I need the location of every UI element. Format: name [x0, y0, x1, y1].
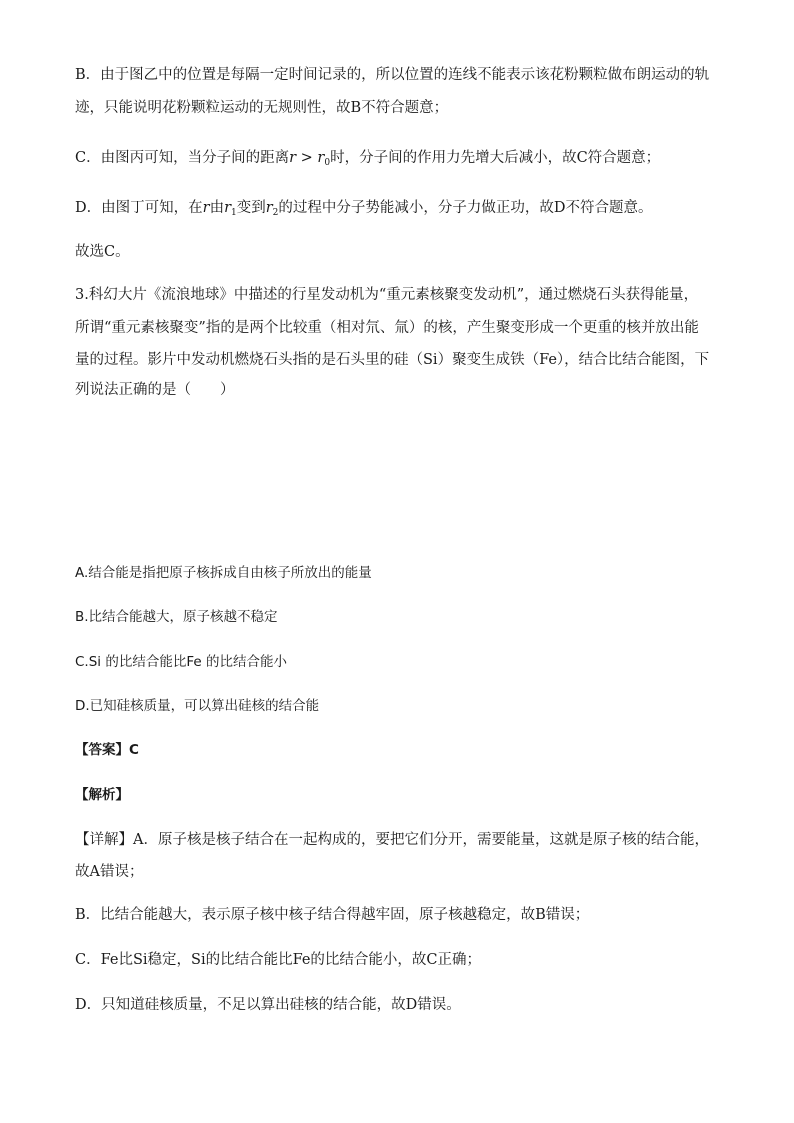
solution-c-prefix: C．由图丙可知，当分子间的距离 [75, 150, 290, 166]
question-3-line-3: 量的过程。影片中发动机燃烧石头指的是石头里的硅（Si）聚变生成铁（Fe），结合比结合能图，下 [75, 352, 710, 368]
solution-d-mid2: 变到 [236, 200, 266, 216]
analysis-detail-line-2: 故A错误； [75, 864, 144, 880]
option-b: B.比结合能越大，原子核越不稳定 [75, 609, 278, 625]
analysis-label: 【解析】 [75, 787, 129, 803]
solution-b-line-2: 迹，只能说明花粉颗粒运动的无规则性，故B不符合题意； [75, 100, 449, 116]
math-gt: > [296, 150, 318, 166]
math-r0: r [317, 150, 325, 166]
solution-d-line [75, 198, 725, 223]
solution-conclusion: 故选C。 [75, 244, 130, 260]
option-d: D.已知硅核质量，可以算出硅核的结合能 [75, 698, 320, 714]
answer-label: 【答案】C [75, 742, 139, 758]
math-r2-sub: 2 [272, 208, 279, 218]
solution-d-prefix: D．由图丁可知，在 [75, 200, 203, 216]
option-c: C.Si 的比结合能比Fe 的比结合能小 [75, 654, 287, 670]
solution-b-line-1: B．由于图乙中的位置是每隔一定时间记录的，所以位置的连线不能表示该花粉颗粒做布朗运动的轨 [75, 67, 710, 83]
figure-placeholder [75, 425, 725, 555]
math-r: r [289, 150, 297, 166]
analysis-detail-line-1: 【详解】A．原子核是核子结合在一起构成的，要把它们分开，需要能量，这就是原子核的结合能， [75, 832, 709, 848]
question-3-line-1: 3.科幻大片《流浪地球》中描述的行星发动机为“重元素核聚变发动机”，通过燃烧石头获得能量， [75, 287, 699, 303]
analysis-b: B．比结合能越大，表示原子核中核子结合得越牢固，原子核越稳定，故B错误； [75, 907, 590, 923]
analysis-c: C．Fe比Si稳定，Si的比结合能比Fe的比结合能小，故C正确； [75, 952, 482, 968]
analysis-d: D．只知道硅核质量，不足以算出硅核的结合能，故D错误。 [75, 997, 461, 1013]
solution-c-line [75, 148, 725, 173]
math-r1: r [224, 200, 231, 216]
math-r2: r [265, 200, 273, 216]
solution-d-suffix: 的过程中分子势能减小，分子力做正功，故D不符合题意。 [278, 200, 653, 216]
solution-d-mid1: 由 [209, 200, 225, 216]
question-3-line-4: 列说法正确的是（ ） [75, 382, 235, 398]
option-a: A.结合能是指把原子核拆成自由核子所放出的能量 [75, 565, 372, 581]
solution-c-suffix: 时，分子间的作用力先增大后减小，故C符合题意； [330, 150, 661, 166]
math-r0-sub: 0 [324, 158, 331, 168]
question-3-line-2: 所谓“重元素核聚变”指的是两个比较重（相对氘、氚）的核，产生聚变形成一个更重的核并放出能 [75, 320, 699, 336]
math-r: r [202, 200, 210, 216]
math-r1-sub: 1 [231, 208, 237, 218]
